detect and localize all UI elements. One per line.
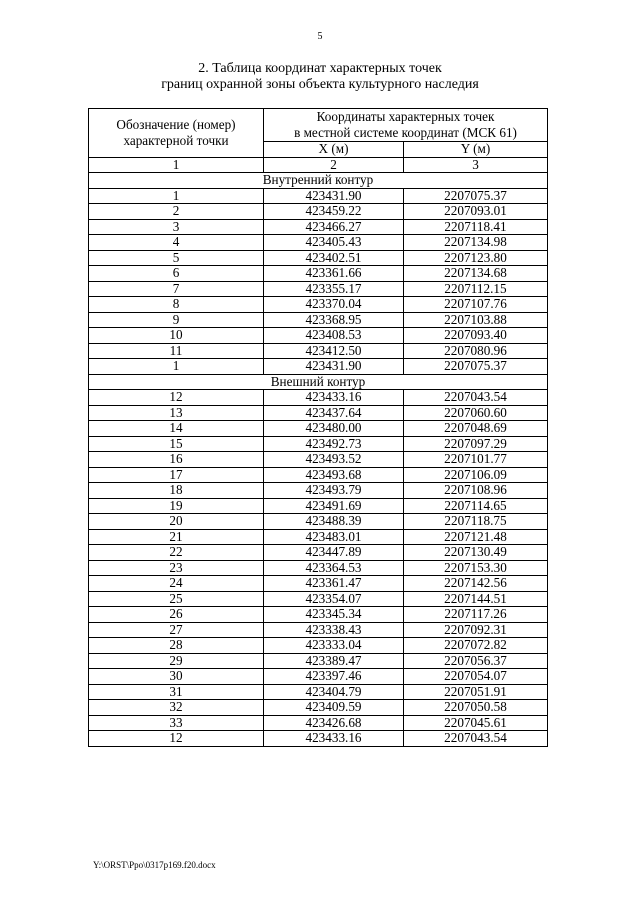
x-coordinate-cell: 423364.53 (264, 560, 404, 576)
page-title-line-2: границ охранной зоны объекта культурного наследия (161, 77, 479, 92)
y-coordinate-cell: 2207114.65 (404, 498, 548, 514)
header-coords-label-line-2: в местной системе координат (МСК 61) (294, 125, 517, 140)
y-coordinate-cell: 2207051.91 (404, 684, 548, 700)
x-coordinate-cell: 423492.73 (264, 436, 404, 452)
table-row (89, 638, 548, 654)
x-coordinate-cell: 423412.50 (264, 343, 404, 359)
section-title: Внешний контур (89, 374, 548, 390)
x-coordinate-cell: 423493.68 (264, 467, 404, 483)
point-number-cell: 22 (89, 545, 264, 561)
x-coordinate-cell: 423433.16 (264, 390, 404, 406)
x-coordinate-cell: 423459.22 (264, 204, 404, 220)
x-coordinate-cell: 423433.16 (264, 731, 404, 747)
point-number-cell: 24 (89, 576, 264, 592)
point-number-cell: 32 (89, 700, 264, 716)
header-x-label: X (м) (264, 142, 404, 158)
table-row (89, 452, 548, 468)
x-coordinate-cell: 423431.90 (264, 359, 404, 375)
point-number-cell: 15 (89, 436, 264, 452)
y-coordinate-cell: 2207117.26 (404, 607, 548, 623)
section-header-row (89, 374, 548, 390)
y-coordinate-cell: 2207106.09 (404, 467, 548, 483)
x-coordinate-cell: 423493.52 (264, 452, 404, 468)
point-number-cell: 2 (89, 204, 264, 220)
point-number-cell: 1 (89, 188, 264, 204)
y-coordinate-cell: 2207093.01 (404, 204, 548, 220)
x-coordinate-cell: 423437.64 (264, 405, 404, 421)
point-number-cell: 28 (89, 638, 264, 654)
table-row (89, 436, 548, 452)
header-y-label: Y (м) (404, 142, 548, 158)
point-number-cell: 19 (89, 498, 264, 514)
header-coords-label-line-1: Координаты характерных точек (316, 109, 495, 124)
y-coordinate-cell: 2207072.82 (404, 638, 548, 654)
point-number-cell: 10 (89, 328, 264, 344)
table-row (89, 359, 548, 375)
point-number-cell: 21 (89, 529, 264, 545)
coordinates-table (88, 108, 548, 747)
table-row (89, 483, 548, 499)
table-row (89, 498, 548, 514)
x-coordinate-cell: 423493.79 (264, 483, 404, 499)
section-title: Внутренний контур (89, 173, 548, 189)
y-coordinate-cell: 2207142.56 (404, 576, 548, 592)
y-coordinate-cell: 2207048.69 (404, 421, 548, 437)
point-number-cell: 13 (89, 405, 264, 421)
table-row (89, 219, 548, 235)
y-coordinate-cell: 2207144.51 (404, 591, 548, 607)
table-row (89, 545, 548, 561)
table-header-row (89, 109, 548, 142)
y-coordinate-cell: 2207097.29 (404, 436, 548, 452)
page-title (0, 61, 640, 93)
point-number-cell: 26 (89, 607, 264, 623)
x-coordinate-cell: 423354.07 (264, 591, 404, 607)
point-number-cell: 8 (89, 297, 264, 313)
y-coordinate-cell: 2207103.88 (404, 312, 548, 328)
y-coordinate-cell: 2207153.30 (404, 560, 548, 576)
y-coordinate-cell: 2207075.37 (404, 359, 548, 375)
table-row (89, 297, 548, 313)
table-row (89, 591, 548, 607)
table-row (89, 421, 548, 437)
x-coordinate-cell: 423402.51 (264, 250, 404, 266)
table-row (89, 281, 548, 297)
point-number-cell: 30 (89, 669, 264, 685)
point-number-cell: 7 (89, 281, 264, 297)
table-row (89, 312, 548, 328)
table-row (89, 514, 548, 530)
point-number-cell: 6 (89, 266, 264, 282)
point-number-cell: 5 (89, 250, 264, 266)
y-coordinate-cell: 2207045.61 (404, 715, 548, 731)
y-coordinate-cell: 2207134.68 (404, 266, 548, 282)
point-number-cell: 1 (89, 359, 264, 375)
point-number-cell: 23 (89, 560, 264, 576)
x-coordinate-cell: 423333.04 (264, 638, 404, 654)
y-coordinate-cell: 2207107.76 (404, 297, 548, 313)
table-row (89, 715, 548, 731)
y-coordinate-cell: 2207060.60 (404, 405, 548, 421)
x-coordinate-cell: 423466.27 (264, 219, 404, 235)
point-number-cell: 17 (89, 467, 264, 483)
point-number-cell: 25 (89, 591, 264, 607)
x-coordinate-cell: 423345.34 (264, 607, 404, 623)
header-coords-label (264, 109, 548, 142)
y-coordinate-cell: 2207093.40 (404, 328, 548, 344)
table-row (89, 684, 548, 700)
x-coordinate-cell: 423338.43 (264, 622, 404, 638)
x-coordinate-cell: 423355.17 (264, 281, 404, 297)
x-coordinate-cell: 423483.01 (264, 529, 404, 545)
x-coordinate-cell: 423447.89 (264, 545, 404, 561)
point-number-cell: 16 (89, 452, 264, 468)
table-row (89, 250, 548, 266)
table-row (89, 576, 548, 592)
point-number-cell: 29 (89, 653, 264, 669)
point-number-cell: 20 (89, 514, 264, 530)
x-coordinate-cell: 423491.69 (264, 498, 404, 514)
y-coordinate-cell: 2207112.15 (404, 281, 548, 297)
x-coordinate-cell: 423480.00 (264, 421, 404, 437)
table-row (89, 343, 548, 359)
x-coordinate-cell: 423409.59 (264, 700, 404, 716)
footer-file-path: Y:\ORST\Ppo\0317p169.f20.docx (93, 860, 216, 870)
x-coordinate-cell: 423370.04 (264, 297, 404, 313)
table-row (89, 622, 548, 638)
y-coordinate-cell: 2207050.58 (404, 700, 548, 716)
table-row (89, 700, 548, 716)
point-number-cell: 9 (89, 312, 264, 328)
page-number: 5 (317, 31, 323, 42)
table-row (89, 731, 548, 747)
column-number-1: 1 (89, 157, 264, 173)
table-row (89, 235, 548, 251)
x-coordinate-cell: 423397.46 (264, 669, 404, 685)
point-number-cell: 27 (89, 622, 264, 638)
column-number-2: 2 (264, 157, 404, 173)
x-coordinate-cell: 423389.47 (264, 653, 404, 669)
x-coordinate-cell: 423404.79 (264, 684, 404, 700)
column-number-3: 3 (404, 157, 548, 173)
point-number-cell: 3 (89, 219, 264, 235)
y-coordinate-cell: 2207043.54 (404, 390, 548, 406)
y-coordinate-cell: 2207043.54 (404, 731, 548, 747)
page-title-line-1: 2. Таблица координат характерных точек (198, 61, 442, 76)
table-row (89, 328, 548, 344)
y-coordinate-cell: 2207130.49 (404, 545, 548, 561)
point-number-cell: 11 (89, 343, 264, 359)
point-number-cell: 18 (89, 483, 264, 499)
point-number-cell: 12 (89, 390, 264, 406)
x-coordinate-cell: 423368.95 (264, 312, 404, 328)
y-coordinate-cell: 2207054.07 (404, 669, 548, 685)
point-number-cell: 4 (89, 235, 264, 251)
table-row (89, 188, 548, 204)
y-coordinate-cell: 2207118.41 (404, 219, 548, 235)
table-row (89, 529, 548, 545)
x-coordinate-cell: 423408.53 (264, 328, 404, 344)
x-coordinate-cell: 423361.66 (264, 266, 404, 282)
table-row (89, 467, 548, 483)
point-number-cell: 14 (89, 421, 264, 437)
table-row (89, 204, 548, 220)
table-row (89, 266, 548, 282)
table-row (89, 607, 548, 623)
y-coordinate-cell: 2207092.31 (404, 622, 548, 638)
section-header-row (89, 173, 548, 189)
y-coordinate-cell: 2207123.80 (404, 250, 548, 266)
table-row (89, 390, 548, 406)
point-number-cell: 31 (89, 684, 264, 700)
y-coordinate-cell: 2207108.96 (404, 483, 548, 499)
point-number-cell: 12 (89, 731, 264, 747)
y-coordinate-cell: 2207080.96 (404, 343, 548, 359)
x-coordinate-cell: 423361.47 (264, 576, 404, 592)
table-row (89, 405, 548, 421)
x-coordinate-cell: 423488.39 (264, 514, 404, 530)
column-numbers-row (89, 157, 548, 173)
x-coordinate-cell: 423431.90 (264, 188, 404, 204)
y-coordinate-cell: 2207121.48 (404, 529, 548, 545)
y-coordinate-cell: 2207134.98 (404, 235, 548, 251)
y-coordinate-cell: 2207056.37 (404, 653, 548, 669)
header-point-label: Обозначение (номер) характерной точки (89, 109, 264, 158)
y-coordinate-cell: 2207118.75 (404, 514, 548, 530)
x-coordinate-cell: 423426.68 (264, 715, 404, 731)
point-number-cell: 33 (89, 715, 264, 731)
table-row (89, 560, 548, 576)
y-coordinate-cell: 2207075.37 (404, 188, 548, 204)
x-coordinate-cell: 423405.43 (264, 235, 404, 251)
table-row (89, 669, 548, 685)
table-row (89, 653, 548, 669)
y-coordinate-cell: 2207101.77 (404, 452, 548, 468)
